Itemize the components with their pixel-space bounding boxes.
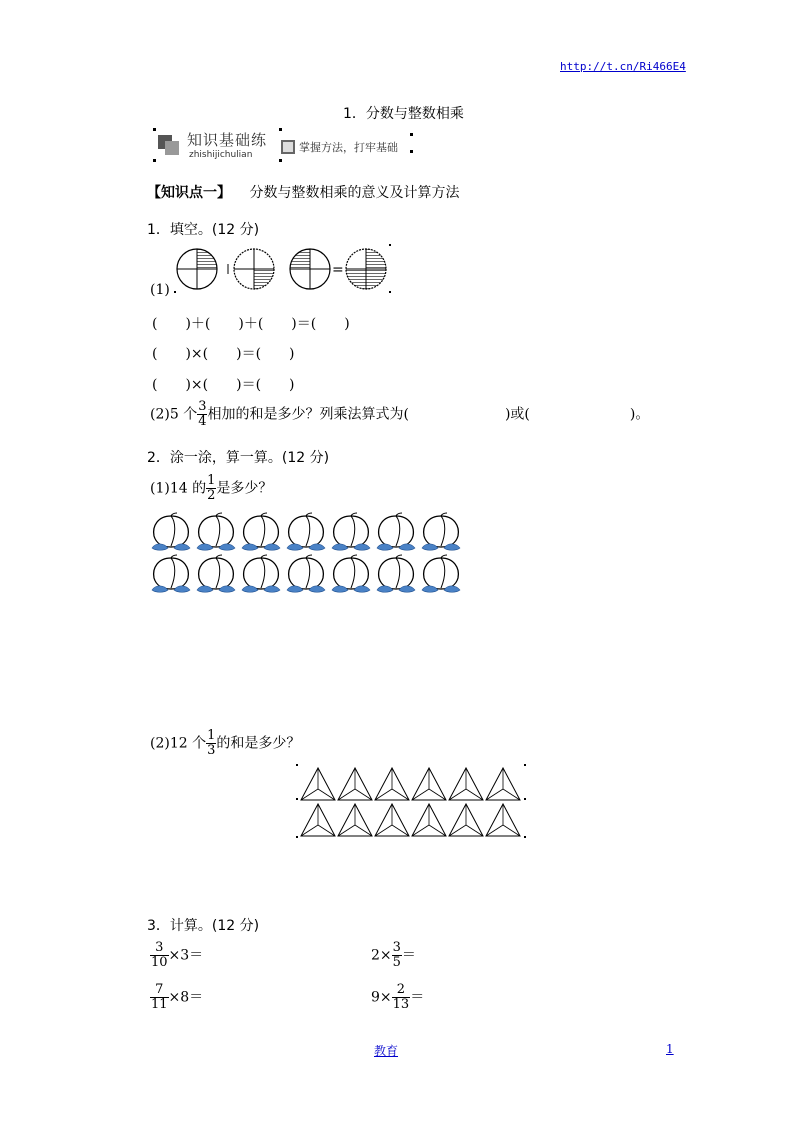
fraction-num: 3 [150, 941, 169, 956]
fraction [150, 983, 169, 1012]
peach [422, 555, 460, 592]
circle-1 [177, 249, 217, 289]
circle-4 [346, 249, 386, 289]
fraction-3-4 [197, 400, 207, 429]
triangle [412, 768, 446, 800]
fraction-num: 1 [207, 473, 216, 488]
fraction-den: 3 [207, 743, 216, 758]
section-banner [153, 128, 415, 164]
peach [332, 555, 370, 592]
banner-pinyin: zhishijichulian [189, 150, 253, 160]
q1-heading: 1．填空。(12 分) [147, 222, 260, 238]
q2-sub1-prefix: (1)14 的 [150, 480, 207, 497]
calc-pre: 9× [371, 989, 392, 1006]
peach [197, 513, 235, 550]
fraction-den: 5 [392, 955, 401, 970]
peach [377, 555, 415, 592]
banner-block-icon-2 [165, 141, 179, 155]
fraction-num: 3 [392, 940, 401, 955]
fraction-1-3 [206, 729, 216, 758]
fraction-num: 3 [198, 399, 207, 414]
q1-sub2 [150, 400, 649, 429]
fraction-circles-figure [172, 242, 394, 296]
page-title: 1．分数与整数相乘 [343, 106, 464, 122]
footer-center-link[interactable]: 教育 [374, 1044, 399, 1058]
banner-tag-icon [281, 140, 295, 154]
fraction-1-2 [206, 474, 216, 503]
fraction-den: 4 [198, 414, 207, 429]
q1-sub2-mid: )或( [504, 406, 530, 423]
circle-2 [234, 249, 274, 289]
circle-3 [290, 249, 330, 289]
fraction [392, 941, 402, 970]
calc-item-1 [150, 941, 203, 970]
fraction [150, 941, 169, 970]
q1-sub2-end: )。 [629, 406, 650, 423]
q2-sub2-suffix: 的和是多少？ [216, 735, 301, 752]
triangle [449, 804, 483, 836]
triangle [301, 804, 335, 836]
q1-sub2-suffix: 相加的和是多少？列乘法算式为( [207, 406, 409, 423]
fraction [392, 983, 411, 1012]
triangle [486, 804, 520, 836]
q1-row-add: ( )＋( )＋( )＝( ) [152, 316, 350, 332]
peach [197, 555, 235, 592]
calc-item-2 [371, 941, 416, 970]
q1-sub2-prefix: (2)5 个 [150, 406, 198, 423]
calc-post: ＝ [410, 989, 425, 1006]
triangles-figure [296, 764, 528, 840]
banner-main-text: 知识基础练 [187, 131, 268, 149]
calc-post: ×8＝ [168, 989, 204, 1006]
peach [152, 513, 190, 550]
banner-tag: 掌握方法，打牢基础 [299, 141, 398, 154]
knowledge-label: 【知识点一】 [147, 185, 231, 201]
peach [287, 513, 325, 550]
q2-sub1-suffix: 是多少？ [216, 480, 273, 497]
peach [242, 513, 280, 550]
triangle [375, 804, 409, 836]
q2-sub2 [150, 729, 300, 758]
fraction-den: 10 [151, 955, 168, 970]
q1-row-mul2: ( )×( )＝( ) [152, 377, 295, 393]
triangle [301, 768, 335, 800]
fraction-num: 2 [392, 983, 411, 998]
q1-row-mul1: ( )×( )＝( ) [152, 346, 295, 362]
fraction-num: 7 [150, 983, 169, 998]
triangle [412, 804, 446, 836]
fraction-num: 1 [207, 728, 216, 743]
page-number[interactable]: 1 [666, 1042, 674, 1056]
peach [287, 555, 325, 592]
knowledge-text: 分数与整数相乘的意义及计算方法 [249, 185, 460, 201]
q2-heading: 2．涂一涂，算一算。(12 分) [147, 450, 330, 466]
peach [377, 513, 415, 550]
triangle [338, 804, 372, 836]
knowledge-point [147, 182, 459, 202]
svg-text:=: = [332, 262, 344, 278]
triangle [449, 768, 483, 800]
peaches-figure [150, 510, 465, 596]
calc-pre: 2× [371, 947, 392, 964]
fraction-den: 13 [392, 997, 410, 1012]
peach [152, 555, 190, 592]
q1-sub1-label: (1) [150, 282, 170, 298]
fraction-den: 2 [207, 488, 216, 503]
calc-item-3 [150, 983, 203, 1012]
triangle [375, 768, 409, 800]
calc-post: ×3＝ [168, 947, 204, 964]
header-url-link[interactable]: http://t.cn/Ri466E4 [560, 60, 686, 73]
peach [422, 513, 460, 550]
calc-post: ＝ [401, 947, 416, 964]
fraction-den: 11 [151, 997, 168, 1012]
peach [242, 555, 280, 592]
q3-heading: 3．计算。(12 分) [147, 918, 260, 934]
triangle [486, 768, 520, 800]
triangle [338, 768, 372, 800]
q2-sub1 [150, 474, 272, 503]
peach [332, 513, 370, 550]
q2-sub2-prefix: (2)12 个 [150, 735, 207, 752]
calc-item-4 [371, 983, 424, 1012]
